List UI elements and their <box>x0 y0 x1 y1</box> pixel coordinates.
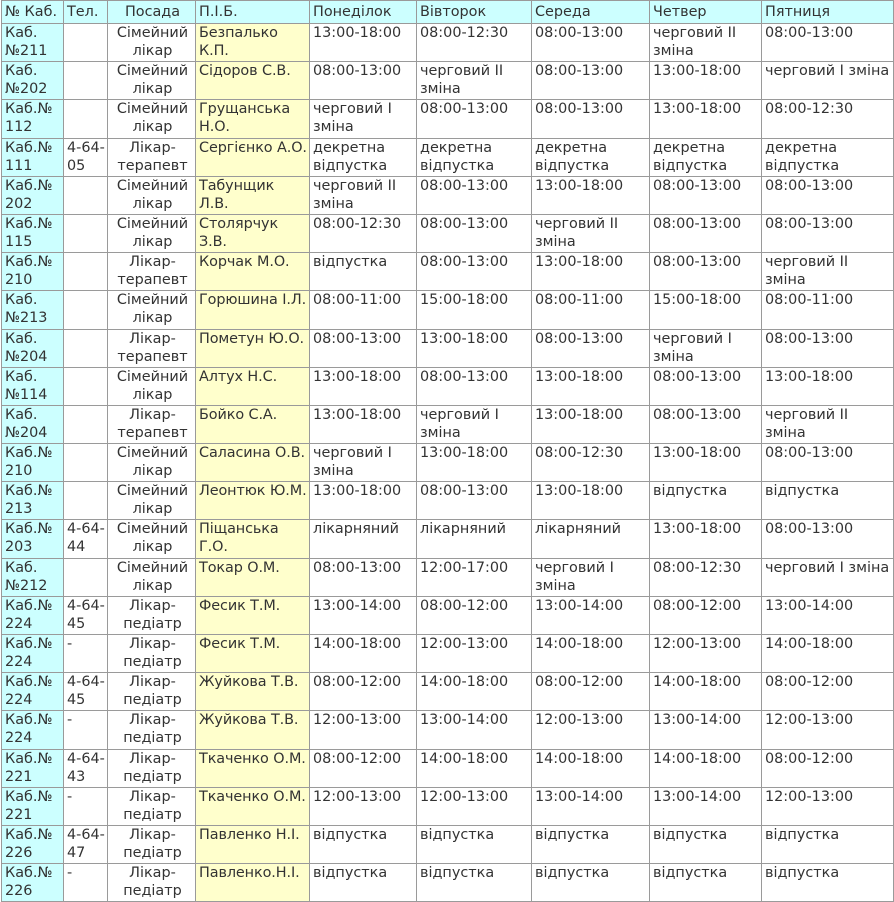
cell-tuesday: 14:00-18:00 <box>417 749 532 787</box>
cell-room: Каб.№ 115 <box>2 214 64 252</box>
cell-room: Каб. №114 <box>2 367 64 405</box>
cell-room: Каб.№ 226 <box>2 825 64 863</box>
cell-thursday: декретна відпустка <box>650 138 762 176</box>
cell-room: Каб. №212 <box>2 558 64 596</box>
cell-name: Бойко С.А. <box>196 405 310 443</box>
cell-friday: 12:00-13:00 <box>762 787 894 825</box>
cell-name: Токар О.М. <box>196 558 310 596</box>
table-row <box>2 520 894 558</box>
cell-friday: 08:00-13:00 <box>762 520 894 558</box>
cell-monday: черговий І зміна <box>310 100 417 138</box>
cell-name: Піщанська Г.О. <box>196 520 310 558</box>
table-row <box>2 24 894 62</box>
cell-monday: відпустка <box>310 825 417 863</box>
cell-tuesday: 15:00-18:00 <box>417 291 532 329</box>
header-friday: Пятниця <box>762 1 894 24</box>
cell-thursday: черговий І зміна <box>650 329 762 367</box>
cell-tuesday: 12:00-17:00 <box>417 558 532 596</box>
cell-monday: відпустка <box>310 864 417 902</box>
cell-phone <box>64 291 108 329</box>
table-row <box>2 176 894 214</box>
cell-wednesday: 08:00-13:00 <box>532 62 650 100</box>
header-position: Посада <box>108 1 196 24</box>
cell-name: Саласина О.В. <box>196 444 310 482</box>
cell-phone: - <box>64 711 108 749</box>
cell-thursday: 08:00-13:00 <box>650 214 762 252</box>
cell-wednesday: 13:00-18:00 <box>532 405 650 443</box>
cell-friday: 08:00-13:00 <box>762 214 894 252</box>
table-row <box>2 367 894 405</box>
cell-position: Сімейний лікар <box>108 176 196 214</box>
cell-room: Каб.№ 221 <box>2 749 64 787</box>
cell-tuesday: 08:00-13:00 <box>417 253 532 291</box>
cell-monday: 08:00-12:00 <box>310 673 417 711</box>
cell-phone <box>64 444 108 482</box>
header-monday: Понеділок <box>310 1 417 24</box>
cell-wednesday: відпустка <box>532 864 650 902</box>
cell-phone <box>64 482 108 520</box>
cell-tuesday: черговий І зміна <box>417 405 532 443</box>
cell-room: Каб. №204 <box>2 405 64 443</box>
cell-friday: відпустка <box>762 864 894 902</box>
cell-room: Каб.№ 221 <box>2 787 64 825</box>
cell-wednesday: 13:00-18:00 <box>532 253 650 291</box>
cell-tuesday: 08:00-12:00 <box>417 596 532 634</box>
cell-friday: 08:00-13:00 <box>762 329 894 367</box>
cell-friday: 13:00-18:00 <box>762 367 894 405</box>
cell-name: Алтух Н.С. <box>196 367 310 405</box>
cell-friday: черговий ІІ зміна <box>762 253 894 291</box>
cell-thursday: відпустка <box>650 864 762 902</box>
cell-position: Лікар-педіатр <box>108 711 196 749</box>
cell-name: Фесик Т.М. <box>196 635 310 673</box>
cell-friday: відпустка <box>762 482 894 520</box>
cell-wednesday: 08:00-13:00 <box>532 100 650 138</box>
cell-name: Столярчук З.В. <box>196 214 310 252</box>
cell-tuesday: 12:00-13:00 <box>417 635 532 673</box>
cell-thursday: 08:00-12:30 <box>650 558 762 596</box>
cell-room: Каб. №204 <box>2 329 64 367</box>
cell-monday: 12:00-13:00 <box>310 711 417 749</box>
header-row <box>2 1 894 24</box>
cell-phone: 4-64-45 <box>64 673 108 711</box>
cell-name: Корчак М.О. <box>196 253 310 291</box>
cell-name: Леонтюк Ю.М. <box>196 482 310 520</box>
cell-phone <box>64 176 108 214</box>
cell-name: Табунщик Л.В. <box>196 176 310 214</box>
cell-thursday: 14:00-18:00 <box>650 749 762 787</box>
cell-tuesday: 08:00-12:30 <box>417 24 532 62</box>
cell-position: Лікар-терапевт <box>108 253 196 291</box>
cell-name: Горюшина І.Л. <box>196 291 310 329</box>
cell-position: Лікар-терапевт <box>108 405 196 443</box>
cell-monday: 13:00-18:00 <box>310 405 417 443</box>
cell-tuesday: 13:00-18:00 <box>417 444 532 482</box>
cell-position: Лікар-педіатр <box>108 673 196 711</box>
cell-tuesday: черговий ІІ зміна <box>417 62 532 100</box>
table-row <box>2 558 894 596</box>
cell-thursday: 08:00-13:00 <box>650 405 762 443</box>
cell-tuesday: 08:00-13:00 <box>417 482 532 520</box>
cell-thursday: 13:00-14:00 <box>650 711 762 749</box>
cell-position: Лікар-педіатр <box>108 787 196 825</box>
cell-friday: 08:00-13:00 <box>762 444 894 482</box>
cell-room: Каб.№ 224 <box>2 635 64 673</box>
cell-room: Каб.№ 210 <box>2 253 64 291</box>
cell-name: Ткаченко О.М. <box>196 787 310 825</box>
cell-room: Каб.№ 111 <box>2 138 64 176</box>
header-tuesday: Вівторок <box>417 1 532 24</box>
table-row <box>2 138 894 176</box>
cell-position: Сімейний лікар <box>108 367 196 405</box>
table-row <box>2 405 894 443</box>
cell-friday: 08:00-13:00 <box>762 176 894 214</box>
table-row <box>2 749 894 787</box>
cell-monday: 12:00-13:00 <box>310 787 417 825</box>
table-row <box>2 62 894 100</box>
cell-position: Лікар-педіатр <box>108 749 196 787</box>
cell-friday: черговий І зміна <box>762 62 894 100</box>
cell-monday: 13:00-18:00 <box>310 482 417 520</box>
cell-phone <box>64 367 108 405</box>
table-row <box>2 635 894 673</box>
cell-phone: - <box>64 635 108 673</box>
cell-tuesday: 14:00-18:00 <box>417 673 532 711</box>
cell-friday: декретна відпустка <box>762 138 894 176</box>
cell-thursday: 13:00-14:00 <box>650 787 762 825</box>
cell-tuesday: 13:00-14:00 <box>417 711 532 749</box>
cell-room: Каб.№ 224 <box>2 673 64 711</box>
cell-wednesday: 12:00-13:00 <box>532 711 650 749</box>
cell-wednesday: 08:00-13:00 <box>532 24 650 62</box>
cell-name: Жуйкова Т.В. <box>196 711 310 749</box>
cell-wednesday: декретна відпустка <box>532 138 650 176</box>
cell-wednesday: відпустка <box>532 825 650 863</box>
table-row <box>2 787 894 825</box>
cell-thursday: 08:00-12:00 <box>650 596 762 634</box>
cell-friday: черговий ІІ зміна <box>762 405 894 443</box>
cell-friday: 08:00-12:00 <box>762 673 894 711</box>
cell-tuesday: відпустка <box>417 825 532 863</box>
cell-thursday: 13:00-18:00 <box>650 62 762 100</box>
cell-thursday: 08:00-13:00 <box>650 253 762 291</box>
cell-position: Лікар-терапевт <box>108 329 196 367</box>
cell-monday: 08:00-12:00 <box>310 749 417 787</box>
table-row <box>2 825 894 863</box>
table-row <box>2 100 894 138</box>
cell-monday: 08:00-12:30 <box>310 214 417 252</box>
table-row <box>2 329 894 367</box>
cell-position: Сімейний лікар <box>108 100 196 138</box>
cell-position: Лікар-педіатр <box>108 635 196 673</box>
cell-tuesday: 08:00-13:00 <box>417 176 532 214</box>
cell-phone: 4-64-47 <box>64 825 108 863</box>
cell-monday: 08:00-13:00 <box>310 558 417 596</box>
cell-name: Безпалько К.П. <box>196 24 310 62</box>
cell-phone: 4-64-44 <box>64 520 108 558</box>
cell-name: Павленко Н.І. <box>196 825 310 863</box>
cell-room: Каб.№ 202 <box>2 176 64 214</box>
cell-wednesday: 14:00-18:00 <box>532 635 650 673</box>
cell-phone <box>64 24 108 62</box>
cell-room: Каб.№ 226 <box>2 864 64 902</box>
header-phone: Тел. <box>64 1 108 24</box>
table-row <box>2 291 894 329</box>
cell-room: Каб.№ 210 <box>2 444 64 482</box>
header-thursday: Четвер <box>650 1 762 24</box>
cell-wednesday: лікарняний <box>532 520 650 558</box>
cell-phone: 4-64-45 <box>64 596 108 634</box>
cell-monday: 13:00-14:00 <box>310 596 417 634</box>
cell-friday: 08:00-12:30 <box>762 100 894 138</box>
cell-monday: 13:00-18:00 <box>310 367 417 405</box>
cell-monday: 14:00-18:00 <box>310 635 417 673</box>
cell-thursday: 08:00-13:00 <box>650 367 762 405</box>
cell-friday: 08:00-13:00 <box>762 24 894 62</box>
cell-room: Каб.№ 213 <box>2 482 64 520</box>
cell-wednesday: черговий ІІ зміна <box>532 214 650 252</box>
cell-name: Сергієнко А.О. <box>196 138 310 176</box>
cell-phone <box>64 253 108 291</box>
cell-wednesday: 14:00-18:00 <box>532 749 650 787</box>
cell-thursday: 15:00-18:00 <box>650 291 762 329</box>
cell-thursday: 13:00-18:00 <box>650 444 762 482</box>
cell-position: Лікар-терапевт <box>108 138 196 176</box>
cell-friday: 08:00-11:00 <box>762 291 894 329</box>
cell-room: Каб. №211 <box>2 24 64 62</box>
cell-friday: 13:00-14:00 <box>762 596 894 634</box>
cell-position: Лікар-педіатр <box>108 864 196 902</box>
cell-phone <box>64 214 108 252</box>
cell-position: Сімейний лікар <box>108 214 196 252</box>
cell-phone <box>64 329 108 367</box>
cell-room: Каб.№ 224 <box>2 711 64 749</box>
cell-thursday: 12:00-13:00 <box>650 635 762 673</box>
cell-phone <box>64 100 108 138</box>
cell-room: Каб.№ 224 <box>2 596 64 634</box>
cell-phone: - <box>64 787 108 825</box>
cell-tuesday: лікарняний <box>417 520 532 558</box>
cell-room: Каб. №213 <box>2 291 64 329</box>
cell-thursday: 14:00-18:00 <box>650 673 762 711</box>
cell-phone <box>64 558 108 596</box>
cell-name: Павленко.Н.І. <box>196 864 310 902</box>
cell-wednesday: 08:00-12:30 <box>532 444 650 482</box>
cell-phone: 4-64-05 <box>64 138 108 176</box>
table-row <box>2 864 894 902</box>
cell-name: Ткаченко О.М. <box>196 749 310 787</box>
cell-position: Сімейний лікар <box>108 24 196 62</box>
cell-position: Сімейний лікар <box>108 291 196 329</box>
cell-monday: черговий ІІ зміна <box>310 176 417 214</box>
cell-monday: черговий І зміна <box>310 444 417 482</box>
cell-friday: 08:00-12:00 <box>762 749 894 787</box>
cell-monday: декретна відпустка <box>310 138 417 176</box>
cell-thursday: відпустка <box>650 825 762 863</box>
cell-monday: 13:00-18:00 <box>310 24 417 62</box>
table-row <box>2 673 894 711</box>
cell-wednesday: 08:00-11:00 <box>532 291 650 329</box>
cell-tuesday: 08:00-13:00 <box>417 367 532 405</box>
cell-thursday: черговий ІІ зміна <box>650 24 762 62</box>
table-row <box>2 596 894 634</box>
cell-wednesday: 08:00-12:00 <box>532 673 650 711</box>
cell-position: Лікар-педіатр <box>108 825 196 863</box>
cell-thursday: 13:00-18:00 <box>650 520 762 558</box>
cell-wednesday: 13:00-14:00 <box>532 787 650 825</box>
header-wednesday: Середа <box>532 1 650 24</box>
cell-wednesday: 08:00-13:00 <box>532 329 650 367</box>
cell-name: Жуйкова Т.В. <box>196 673 310 711</box>
cell-position: Сімейний лікар <box>108 520 196 558</box>
cell-monday: 08:00-13:00 <box>310 329 417 367</box>
header-name: П.І.Б. <box>196 1 310 24</box>
table-row <box>2 482 894 520</box>
cell-thursday: відпустка <box>650 482 762 520</box>
cell-monday: відпустка <box>310 253 417 291</box>
cell-thursday: 08:00-13:00 <box>650 176 762 214</box>
cell-room: Каб.№ 203 <box>2 520 64 558</box>
cell-phone <box>64 405 108 443</box>
cell-tuesday: відпустка <box>417 864 532 902</box>
table-row <box>2 214 894 252</box>
cell-wednesday: 13:00-18:00 <box>532 176 650 214</box>
cell-name: Сідоров С.В. <box>196 62 310 100</box>
cell-monday: лікарняний <box>310 520 417 558</box>
cell-position: Сімейний лікар <box>108 482 196 520</box>
table-row <box>2 253 894 291</box>
cell-friday: 14:00-18:00 <box>762 635 894 673</box>
cell-name: Пометун Ю.О. <box>196 329 310 367</box>
cell-tuesday: 12:00-13:00 <box>417 787 532 825</box>
cell-wednesday: 13:00-18:00 <box>532 482 650 520</box>
cell-position: Сімейний лікар <box>108 444 196 482</box>
cell-room: Каб.№ 112 <box>2 100 64 138</box>
cell-name: Грущанська Н.О. <box>196 100 310 138</box>
cell-phone: 4-64-43 <box>64 749 108 787</box>
cell-friday: 12:00-13:00 <box>762 711 894 749</box>
table-row <box>2 444 894 482</box>
cell-phone: - <box>64 864 108 902</box>
cell-wednesday: 13:00-14:00 <box>532 596 650 634</box>
table-row <box>2 711 894 749</box>
header-room: № Каб. <box>2 1 64 24</box>
cell-tuesday: 13:00-18:00 <box>417 329 532 367</box>
schedule-table <box>1 0 894 902</box>
cell-tuesday: декретна відпустка <box>417 138 532 176</box>
cell-friday: черговий І зміна <box>762 558 894 596</box>
cell-wednesday: 13:00-18:00 <box>532 367 650 405</box>
cell-tuesday: 08:00-13:00 <box>417 214 532 252</box>
cell-monday: 08:00-11:00 <box>310 291 417 329</box>
cell-position: Сімейний лікар <box>108 558 196 596</box>
cell-thursday: 13:00-18:00 <box>650 100 762 138</box>
cell-tuesday: 08:00-13:00 <box>417 100 532 138</box>
cell-friday: відпустка <box>762 825 894 863</box>
table-body <box>2 24 894 902</box>
cell-position: Сімейний лікар <box>108 62 196 100</box>
cell-position: Лікар-педіатр <box>108 596 196 634</box>
cell-name: Фесик Т.М. <box>196 596 310 634</box>
cell-wednesday: черговий І зміна <box>532 558 650 596</box>
cell-monday: 08:00-13:00 <box>310 62 417 100</box>
cell-room: Каб. №202 <box>2 62 64 100</box>
cell-phone <box>64 62 108 100</box>
